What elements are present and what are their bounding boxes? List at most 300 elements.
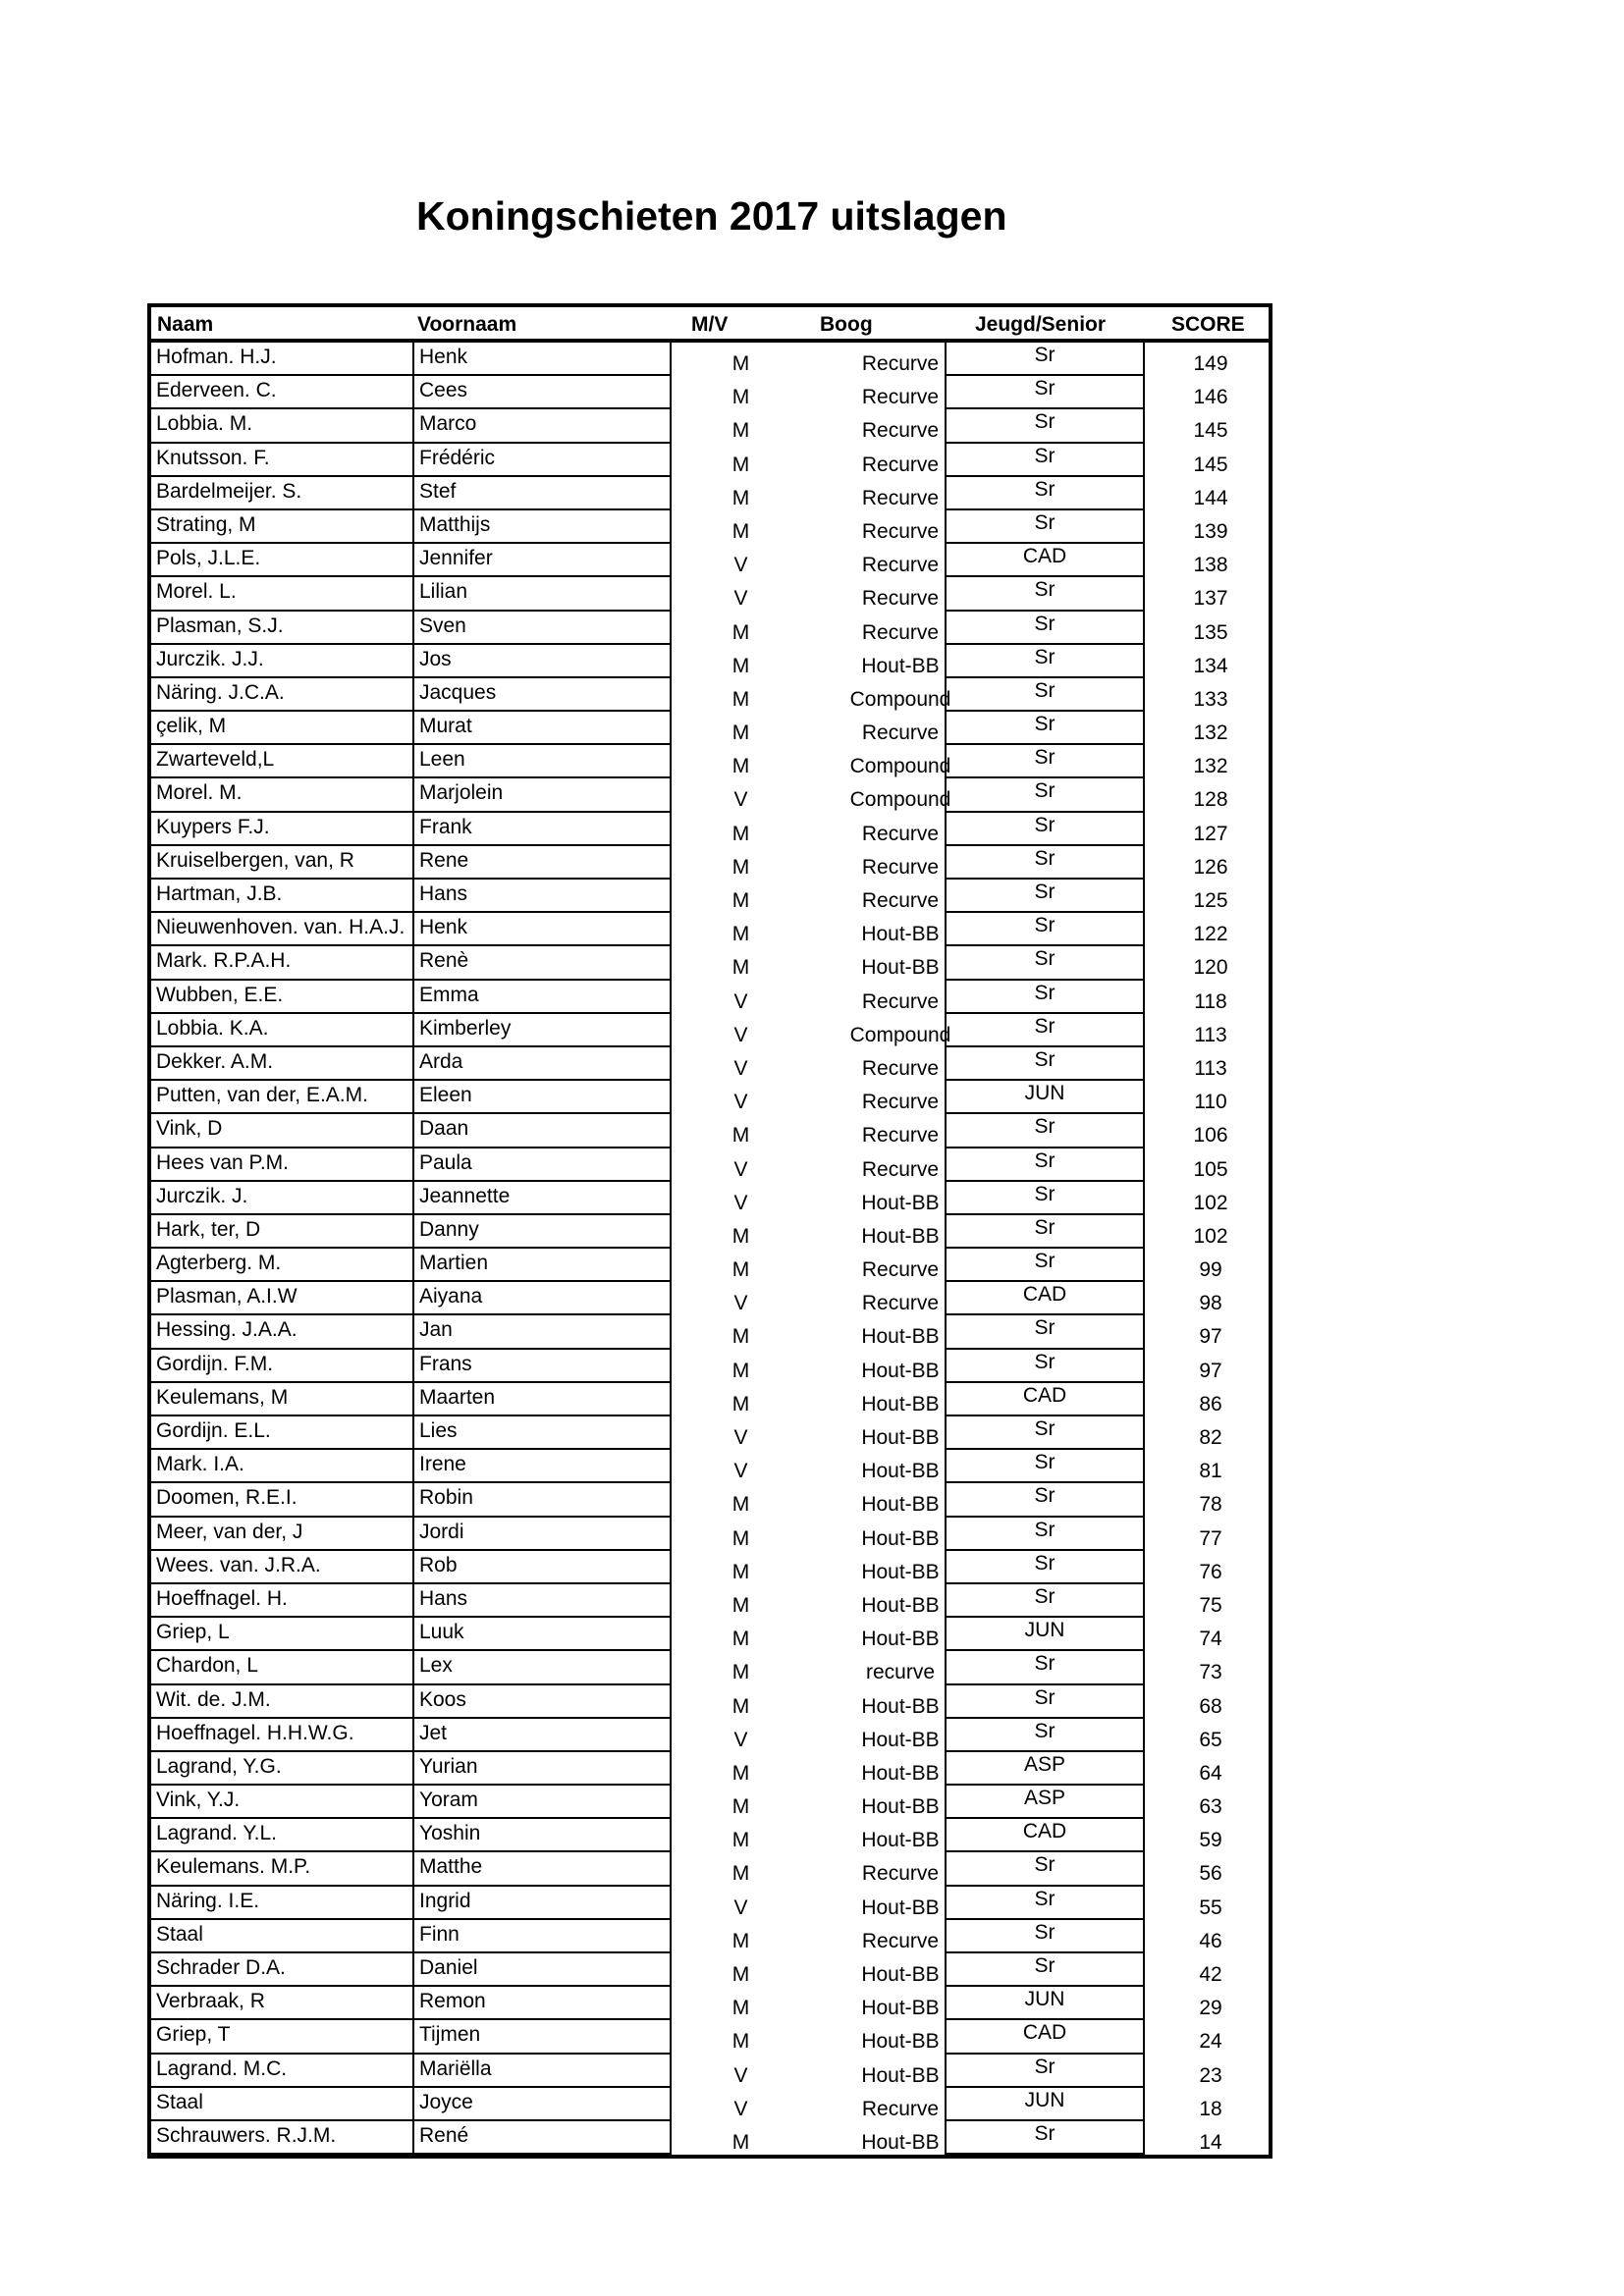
table-row	[151, 1483, 1269, 1517]
table-row	[151, 1852, 1269, 1886]
cell-naam: Chardon, L	[151, 1651, 417, 1684]
cell-mv: V	[733, 554, 748, 577]
cell-jeugd-senior: CAD	[945, 544, 1145, 577]
cell-score: 126	[1193, 855, 1228, 879]
cell-score: 65	[1199, 1728, 1222, 1751]
cell-score: 139	[1193, 519, 1228, 543]
cell-naam: Morel. M.	[151, 778, 417, 812]
column-header-voornaam: Voornaam	[417, 313, 517, 336]
table-row	[151, 778, 1269, 812]
cell-mv: M	[731, 1560, 750, 1583]
table-row	[151, 1685, 1269, 1719]
cell-jeugd-senior: Sr	[945, 1249, 1145, 1282]
cell-boog: Hout-BB	[861, 1392, 940, 1415]
cell-boog: Hout-BB	[861, 1426, 940, 1449]
column-header-boog: Boog	[820, 313, 873, 336]
cell-mv: M	[731, 855, 750, 879]
cell-jeugd-senior: CAD	[945, 1819, 1145, 1852]
cell-score: 59	[1199, 1829, 1222, 1852]
table-row	[151, 1953, 1269, 1987]
cell-boog: Recurve	[861, 1258, 940, 1282]
cell-voornaam: Daan	[412, 1114, 672, 1148]
cell-jeugd-senior: Sr	[945, 2055, 1145, 2088]
cell-voornaam: Arda	[412, 1047, 672, 1081]
cell-score: 63	[1199, 1795, 1222, 1819]
cell-naam: Nieuwenhoven. van. H.A.J.	[151, 913, 417, 946]
cell-score: 75	[1199, 1593, 1222, 1617]
cell-naam: Plasman, S.J.	[151, 612, 417, 645]
cell-voornaam: Koos	[412, 1685, 672, 1719]
table-row	[151, 846, 1269, 880]
cell-mv: M	[731, 1392, 750, 1415]
cell-jeugd-senior: Sr	[945, 612, 1145, 645]
cell-boog: Compound	[849, 755, 951, 778]
cell-mv: M	[731, 2130, 750, 2154]
cell-score: 122	[1193, 923, 1228, 946]
cell-naam: Gordijn. F.M.	[151, 1350, 417, 1383]
cell-naam: Zwarteveld,L	[151, 745, 417, 778]
cell-boog: Recurve	[861, 889, 940, 912]
cell-mv: V	[733, 1023, 748, 1046]
cell-jeugd-senior: Sr	[945, 880, 1145, 913]
cell-boog: Recurve	[861, 386, 940, 409]
table-row	[151, 712, 1269, 745]
cell-mv: M	[731, 1661, 750, 1684]
cell-jeugd-senior: Sr	[945, 1483, 1145, 1517]
cell-jeugd-senior: Sr	[945, 1416, 1145, 1450]
table-row	[151, 880, 1269, 913]
cell-score: 82	[1199, 1426, 1222, 1449]
table-row	[151, 612, 1269, 645]
cell-boog: Hout-BB	[861, 1460, 940, 1483]
table-row	[151, 510, 1269, 544]
cell-boog: Hout-BB	[861, 1224, 940, 1248]
column-header-jeugd-senior: Jeugd/Senior	[975, 313, 1107, 336]
cell-jeugd-senior: JUN	[945, 1618, 1145, 1651]
cell-jeugd-senior: Sr	[945, 1852, 1145, 1886]
cell-jeugd-senior: Sr	[945, 376, 1145, 409]
cell-voornaam: Frédéric	[412, 444, 672, 477]
cell-score: 64	[1199, 1761, 1222, 1785]
cell-voornaam: Murat	[412, 712, 672, 745]
cell-mv: M	[731, 1997, 750, 2020]
cell-naam: Strating, M	[151, 510, 417, 544]
cell-voornaam: Robin	[412, 1483, 672, 1517]
cell-jeugd-senior: Sr	[945, 678, 1145, 712]
cell-naam: Jurczik. J.J.	[151, 645, 417, 678]
cell-voornaam: Rene	[412, 846, 672, 880]
cell-boog: Hout-BB	[861, 1963, 940, 1986]
cell-score: 110	[1194, 1091, 1227, 1114]
cell-voornaam: Jordi	[412, 1518, 672, 1551]
cell-boog: Hout-BB	[861, 2063, 940, 2087]
cell-score: 24	[1199, 2030, 1222, 2054]
cell-mv: M	[731, 1829, 750, 1852]
cell-naam: Morel. L.	[151, 577, 417, 611]
table-row	[151, 1114, 1269, 1148]
cell-voornaam: Leen	[412, 745, 672, 778]
table-row	[151, 343, 1269, 376]
cell-mv: V	[733, 1292, 748, 1315]
cell-naam: Hark, ter, D	[151, 1215, 417, 1249]
table-row	[151, 544, 1269, 577]
cell-mv: M	[731, 1124, 750, 1148]
table-row	[151, 1315, 1269, 1349]
cell-score: 135	[1193, 620, 1228, 644]
cell-voornaam: Danny	[412, 1215, 672, 1249]
cell-voornaam: Renè	[412, 946, 672, 980]
cell-naam: Keulemans. M.P.	[151, 1852, 417, 1886]
cell-mv: M	[731, 419, 750, 443]
cell-score: 144	[1193, 486, 1228, 509]
column-header-naam: Naam	[157, 313, 214, 336]
cell-voornaam: Lilian	[412, 577, 672, 611]
cell-score: 145	[1193, 453, 1228, 476]
cell-voornaam: Martien	[412, 1249, 672, 1282]
cell-score: 118	[1194, 989, 1227, 1013]
cell-jeugd-senior: CAD	[945, 2020, 1145, 2054]
cell-mv: M	[731, 386, 750, 409]
cell-jeugd-senior: Sr	[945, 645, 1145, 678]
cell-voornaam: Frans	[412, 1350, 672, 1383]
cell-naam: Dekker. A.M.	[151, 1047, 417, 1081]
table-row	[151, 1786, 1269, 1819]
cell-naam: Meer, van der, J	[151, 1518, 417, 1551]
cell-score: 127	[1193, 822, 1228, 845]
cell-score: 86	[1199, 1392, 1222, 1415]
cell-score: 68	[1199, 1694, 1222, 1718]
table-row	[151, 1215, 1269, 1249]
cell-jeugd-senior: Sr	[945, 1014, 1145, 1047]
table-row	[151, 1148, 1269, 1182]
cell-jeugd-senior: JUN	[945, 1081, 1145, 1114]
cell-mv: M	[731, 352, 750, 375]
cell-naam: Knutsson. F.	[151, 444, 417, 477]
cell-boog: Recurve	[861, 822, 940, 845]
cell-naam: Plasman, A.I.W	[151, 1282, 417, 1315]
cell-score: 133	[1193, 687, 1228, 711]
cell-score: 42	[1199, 1963, 1222, 1986]
table-row	[151, 1014, 1269, 1047]
cell-naam: çelik, M	[151, 712, 417, 745]
cell-boog: Hout-BB	[861, 2030, 940, 2054]
cell-score: 113	[1194, 1023, 1227, 1046]
cell-jeugd-senior: Sr	[945, 409, 1145, 443]
cell-naam: Lagrand. M.C.	[151, 2055, 417, 2088]
cell-boog: Recurve	[861, 1929, 940, 1952]
cell-voornaam: Henk	[412, 913, 672, 946]
table-row	[151, 1047, 1269, 1081]
cell-naam: Kuypers F.J.	[151, 813, 417, 846]
cell-mv: M	[731, 1493, 750, 1517]
cell-jeugd-senior: ASP	[945, 1752, 1145, 1786]
cell-naam: Lobbia. M.	[151, 409, 417, 443]
cell-voornaam: Yoram	[412, 1786, 672, 1819]
cell-naam: Keulemans, M	[151, 1383, 417, 1416]
cell-score: 105	[1193, 1157, 1228, 1181]
cell-jeugd-senior: Sr	[945, 1920, 1145, 1953]
cell-mv: M	[731, 1359, 750, 1382]
cell-voornaam: Jacques	[412, 678, 672, 712]
cell-naam: Vink, D	[151, 1114, 417, 1148]
cell-boog: Hout-BB	[861, 1795, 940, 1819]
cell-boog: Recurve	[861, 1157, 940, 1181]
cell-mv: M	[731, 486, 750, 509]
cell-mv: M	[731, 1963, 750, 1986]
cell-jeugd-senior: Sr	[945, 1114, 1145, 1148]
cell-boog: Recurve	[861, 2097, 940, 2120]
cell-voornaam: Maarten	[412, 1383, 672, 1416]
cell-mv: V	[733, 1191, 748, 1214]
cell-voornaam: Finn	[412, 1920, 672, 1953]
cell-jeugd-senior: CAD	[945, 1282, 1145, 1315]
table-row	[151, 1618, 1269, 1651]
cell-jeugd-senior: Sr	[945, 913, 1145, 946]
cell-score: 146	[1193, 386, 1228, 409]
cell-jeugd-senior: Sr	[945, 2121, 1145, 2155]
table-row	[151, 1819, 1269, 1852]
table-row	[151, 1887, 1269, 1920]
cell-voornaam: Eleen	[412, 1081, 672, 1114]
cell-boog: Recurve	[861, 1124, 940, 1148]
cell-score: 149	[1193, 352, 1228, 375]
cell-naam: Putten, van der, E.A.M.	[151, 1081, 417, 1114]
cell-boog: Recurve	[861, 855, 940, 879]
cell-voornaam: Matthijs	[412, 510, 672, 544]
cell-score: 102	[1193, 1191, 1228, 1214]
cell-score: 106	[1193, 1124, 1228, 1148]
cell-boog: Recurve	[861, 453, 940, 476]
cell-boog: Hout-BB	[861, 1593, 940, 1617]
cell-voornaam: Stef	[412, 477, 672, 510]
cell-boog: Recurve	[861, 1862, 940, 1886]
cell-jeugd-senior: Sr	[945, 1182, 1145, 1215]
cell-score: 132	[1193, 721, 1228, 745]
table-row	[151, 1416, 1269, 1450]
cell-voornaam: Joyce	[412, 2088, 672, 2121]
cell-voornaam: Ingrid	[412, 1887, 672, 1920]
cell-mv: M	[731, 1258, 750, 1282]
cell-voornaam: Jan	[412, 1315, 672, 1349]
cell-voornaam: Frank	[412, 813, 672, 846]
cell-voornaam: Kimberley	[412, 1014, 672, 1047]
cell-naam: Hoeffnagel. H.H.W.G.	[151, 1719, 417, 1752]
cell-naam: Mark. R.P.A.H.	[151, 946, 417, 980]
table-row	[151, 913, 1269, 946]
cell-voornaam: Yoshin	[412, 1819, 672, 1852]
cell-naam: Staal	[151, 1920, 417, 1953]
cell-mv: V	[733, 587, 748, 611]
table-row	[151, 813, 1269, 846]
cell-jeugd-senior: Sr	[945, 477, 1145, 510]
cell-jeugd-senior: Sr	[945, 1584, 1145, 1618]
cell-boog: Recurve	[861, 554, 940, 577]
cell-boog: Hout-BB	[861, 1191, 940, 1214]
cell-score: 99	[1199, 1258, 1222, 1282]
cell-naam: Griep, T	[151, 2020, 417, 2054]
cell-naam: Näring. I.E.	[151, 1887, 417, 1920]
cell-mv: V	[733, 1056, 748, 1080]
cell-boog: Recurve	[861, 1292, 940, 1315]
table-row	[151, 1752, 1269, 1786]
cell-jeugd-senior: JUN	[945, 2088, 1145, 2121]
cell-mv: V	[733, 1426, 748, 1449]
cell-voornaam: Daniel	[412, 1953, 672, 1987]
cell-score: 23	[1199, 2063, 1222, 2087]
table-row	[151, 2020, 1269, 2054]
cell-boog: Hout-BB	[861, 1829, 940, 1852]
cell-voornaam: Sven	[412, 612, 672, 645]
cell-naam: Pols, J.L.E.	[151, 544, 417, 577]
cell-voornaam: Jeannette	[412, 1182, 672, 1215]
table-row	[151, 2121, 1269, 2155]
cell-naam: Griep, L	[151, 1618, 417, 1651]
cell-mv: V	[733, 1091, 748, 1114]
cell-boog: Recurve	[861, 620, 940, 644]
table-row	[151, 946, 1269, 980]
cell-score: 55	[1199, 1896, 1222, 1919]
cell-naam: Ederveen. C.	[151, 376, 417, 409]
cell-mv: V	[733, 788, 748, 812]
cell-jeugd-senior: Sr	[945, 1047, 1145, 1081]
table-row	[151, 1450, 1269, 1483]
cell-boog: Hout-BB	[861, 2130, 940, 2154]
cell-voornaam: Lex	[412, 1651, 672, 1684]
table-row	[151, 678, 1269, 712]
table-row	[151, 1282, 1269, 1315]
cell-mv: V	[733, 1460, 748, 1483]
table-row	[151, 981, 1269, 1014]
column-header-score: SCORE	[1171, 313, 1245, 336]
table-row	[151, 409, 1269, 443]
cell-boog: Hout-BB	[861, 1997, 940, 2020]
cell-mv: M	[731, 1862, 750, 1886]
table-row	[151, 1081, 1269, 1114]
cell-score: 56	[1199, 1862, 1222, 1886]
cell-mv: M	[731, 620, 750, 644]
cell-score: 76	[1199, 1560, 1222, 1583]
table-row	[151, 645, 1269, 678]
cell-mv: M	[731, 755, 750, 778]
cell-mv: M	[731, 453, 750, 476]
cell-boog: Recurve	[861, 989, 940, 1013]
cell-naam: Staal	[151, 2088, 417, 2121]
cell-mv: M	[731, 2030, 750, 2054]
cell-voornaam: Luuk	[412, 1618, 672, 1651]
cell-boog: Hout-BB	[861, 1526, 940, 1550]
cell-naam: Doomen, R.E.I.	[151, 1483, 417, 1517]
cell-naam: Hoeffnagel. H.	[151, 1584, 417, 1618]
cell-mv: V	[733, 1157, 748, 1181]
cell-mv: V	[733, 1728, 748, 1751]
table-row	[151, 376, 1269, 409]
cell-score: 78	[1199, 1493, 1222, 1517]
cell-voornaam: Rob	[412, 1551, 672, 1584]
cell-jeugd-senior: Sr	[945, 1651, 1145, 1684]
cell-mv: M	[731, 1929, 750, 1952]
cell-naam: Vink, Y.J.	[151, 1786, 417, 1819]
cell-voornaam: Yurian	[412, 1752, 672, 1786]
cell-boog: Hout-BB	[861, 956, 940, 980]
cell-mv: M	[731, 1593, 750, 1617]
table-row	[151, 1182, 1269, 1215]
cell-jeugd-senior: Sr	[945, 1450, 1145, 1483]
cell-voornaam: Emma	[412, 981, 672, 1014]
cell-score: 29	[1199, 1997, 1222, 2020]
table-row	[151, 1249, 1269, 1282]
cell-jeugd-senior: Sr	[945, 1350, 1145, 1383]
cell-naam: Näring. J.C.A.	[151, 678, 417, 712]
cell-mv: M	[731, 721, 750, 745]
results-table	[147, 303, 1272, 2159]
table-row	[151, 1987, 1269, 2020]
cell-boog: Hout-BB	[861, 1728, 940, 1751]
table-row	[151, 444, 1269, 477]
cell-score: 98	[1199, 1292, 1222, 1315]
cell-boog: Recurve	[861, 587, 940, 611]
cell-naam: Lagrand. Y.L.	[151, 1819, 417, 1852]
cell-score: 137	[1193, 587, 1228, 611]
table-row	[151, 2055, 1269, 2088]
cell-jeugd-senior: JUN	[945, 1987, 1145, 2020]
cell-jeugd-senior: Sr	[945, 1953, 1145, 1987]
cell-boog: Recurve	[861, 1056, 940, 1080]
cell-voornaam: Mariëlla	[412, 2055, 672, 2088]
cell-naam: Schrader D.A.	[151, 1953, 417, 1987]
cell-jeugd-senior: CAD	[945, 1383, 1145, 1416]
table-row	[151, 1651, 1269, 1684]
cell-mv: M	[731, 1526, 750, 1550]
table-header	[151, 307, 1269, 343]
table-row	[151, 2088, 1269, 2121]
cell-score: 128	[1193, 788, 1228, 812]
cell-mv: M	[731, 654, 750, 677]
table-row	[151, 745, 1269, 778]
cell-score: 145	[1193, 419, 1228, 443]
cell-naam: Bardelmeijer. S.	[151, 477, 417, 510]
table-row	[151, 1719, 1269, 1752]
cell-mv: M	[731, 687, 750, 711]
cell-jeugd-senior: Sr	[945, 1551, 1145, 1584]
cell-jeugd-senior: Sr	[945, 846, 1145, 880]
cell-jeugd-senior: Sr	[945, 981, 1145, 1014]
cell-score: 18	[1199, 2097, 1222, 2120]
cell-score: 102	[1193, 1224, 1228, 1248]
cell-jeugd-senior: Sr	[945, 1518, 1145, 1551]
cell-mv: M	[731, 1694, 750, 1718]
cell-boog: Compound	[849, 788, 951, 812]
cell-score: 77	[1199, 1526, 1222, 1550]
cell-score: 97	[1199, 1359, 1222, 1382]
cell-voornaam: Matthe	[412, 1852, 672, 1886]
cell-voornaam: Jennifer	[412, 544, 672, 577]
cell-naam: Schrauwers. R.J.M.	[151, 2121, 417, 2155]
cell-boog: Recurve	[861, 1091, 940, 1114]
cell-jeugd-senior: Sr	[945, 1215, 1145, 1249]
cell-jeugd-senior: Sr	[945, 778, 1145, 812]
cell-score: 138	[1193, 554, 1228, 577]
cell-mv: M	[731, 956, 750, 980]
cell-mv: M	[731, 822, 750, 845]
cell-boog: Hout-BB	[861, 1493, 940, 1517]
table-row	[151, 577, 1269, 611]
cell-jeugd-senior: Sr	[945, 1887, 1145, 1920]
cell-mv: M	[731, 1628, 750, 1651]
cell-voornaam: Marjolein	[412, 778, 672, 812]
cell-score: 97	[1199, 1325, 1222, 1349]
cell-naam: Hofman. H.J.	[151, 343, 417, 376]
cell-voornaam: Jos	[412, 645, 672, 678]
